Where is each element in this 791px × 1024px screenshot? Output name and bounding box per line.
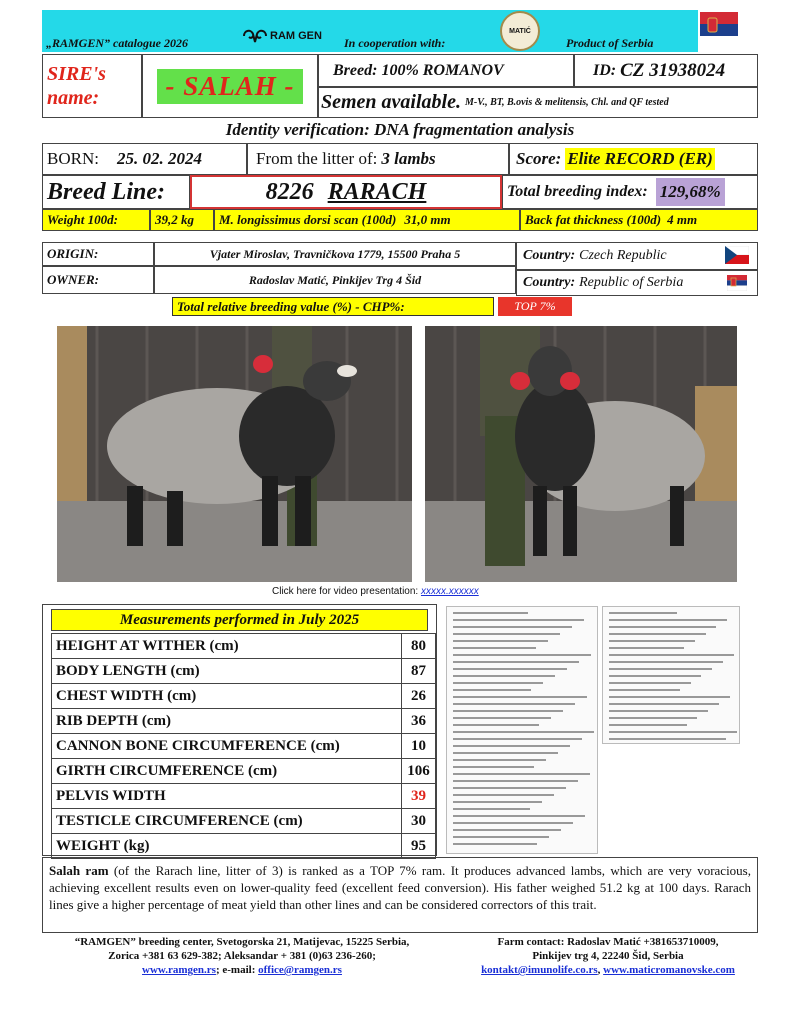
pedigree-document-2[interactable] — [602, 606, 740, 744]
document-text-line — [609, 626, 716, 628]
document-text-line — [609, 731, 737, 733]
semen-cell: Semen available. M-V., BT, B.ovis & melitensis, Chl. and QF tested — [318, 87, 758, 118]
farm-address: Pinkijev trg 4, 22240 Šid, Serbia — [532, 950, 684, 962]
description-lead: Salah ram — [49, 863, 109, 878]
video-line — [272, 586, 572, 597]
measurements-title: Measurements performed in July 2025 — [51, 609, 428, 631]
document-text-line — [609, 675, 701, 677]
document-text-line — [453, 682, 543, 684]
description-box — [42, 857, 758, 933]
measurement-label: BODY LENGTH (cm) — [52, 659, 402, 684]
ram-side-illustration — [57, 326, 412, 582]
measurement-value: 36 — [402, 709, 436, 734]
document-text-line — [453, 752, 558, 754]
document-text-line — [453, 766, 534, 768]
measurement-row — [52, 734, 436, 759]
breed-cell: Breed: 100% ROMANOV — [318, 54, 574, 87]
weight100-value-cell: 39,2 kg — [150, 209, 214, 231]
measurement-value: 39 — [402, 784, 436, 809]
origin-value-cell: Vjater Miroslav, Travničkova 1779, 15500 Praha 5 — [154, 242, 516, 266]
catalogue-title: „RAMGEN” catalogue 2026 — [46, 36, 189, 50]
tbi-cell: Total breeding index: 129,68% — [502, 175, 758, 209]
document-text-line — [609, 647, 684, 649]
measurement-label: PELVIS WIDTH — [52, 784, 402, 809]
mld-cell: M. longissimus dorsi scan (100d) 31,0 mm — [214, 209, 520, 231]
video-link[interactable]: xxxxx.xxxxxx — [420, 586, 479, 597]
document-text-line — [453, 654, 591, 656]
description-text: (of the Rarach line, litter of 3) is ranked as a TOP 7% ram. It produces advanced lambs, which are very voracious, achieving excellent results even on lower-quality feed (excellent feed conversion). His father weighed 51.2 kg at 100 days. Rarach lines give a higher percentage of meat yield than other lines and can be considered correctors of this trait. — [49, 863, 751, 912]
origin-country-cell: Country: Czech Republic — [516, 242, 758, 270]
document-text-line — [609, 661, 723, 663]
document-text-line — [453, 738, 582, 740]
header-bar — [42, 10, 698, 52]
owner-label-cell: OWNER: — [42, 266, 154, 294]
document-text-line — [453, 787, 566, 789]
litter-cell: From the litter of: 3 lambs — [247, 143, 509, 175]
document-text-line — [609, 717, 697, 719]
measurement-value: 26 — [402, 684, 436, 709]
serbia-flag-icon — [700, 12, 738, 48]
document-text-line — [453, 626, 572, 628]
document-text-line — [453, 815, 585, 817]
footer-phones: Zorica +381 63 629-382; Aleksandar + 381 (0)63 236-260; — [108, 950, 376, 962]
owner-country-cell: Country: Republic of Serbia — [516, 270, 758, 296]
ram-photo-front — [425, 326, 737, 582]
measurement-label: CHEST WIDTH (cm) — [52, 684, 402, 709]
document-text-line — [609, 640, 695, 642]
farm-website-link[interactable]: www.maticromanovske.com — [603, 964, 735, 976]
breedline-value-cell: 8226 RARACH — [190, 175, 502, 209]
video-label: Click here for video presentation: — [272, 586, 419, 597]
chp-label-cell: Total relative breeding value (%) - CHP%: — [172, 297, 494, 316]
document-text-line — [453, 745, 570, 747]
measurement-value: 30 — [402, 809, 436, 834]
ram-front-illustration — [425, 326, 737, 582]
measurement-row — [52, 709, 436, 734]
measurement-row — [52, 784, 436, 809]
measurement-value: 95 — [402, 834, 436, 859]
measurement-label: RIB DEPTH (cm) — [52, 709, 402, 734]
measurement-row — [52, 809, 436, 834]
measurement-label: CANNON BONE CIRCUMFERENCE (cm) — [52, 734, 402, 759]
document-text-line — [453, 822, 573, 824]
document-text-line — [453, 689, 531, 691]
document-text-line — [453, 661, 579, 663]
czech-flag-icon — [725, 246, 749, 264]
document-text-line — [453, 724, 539, 726]
measurements-panel — [42, 604, 437, 856]
document-text-line — [609, 738, 726, 740]
document-text-line — [453, 843, 537, 845]
measurement-row — [52, 684, 436, 709]
farm-contact: Farm contact: Radoslav Matić +381653710009, — [497, 936, 719, 948]
document-text-line — [453, 801, 542, 803]
breedline-label-cell: Breed Line: — [42, 175, 190, 209]
measurement-row — [52, 834, 436, 859]
document-text-line — [453, 647, 536, 649]
ramgen-website-link[interactable]: www.ramgen.rs — [142, 964, 216, 976]
document-text-line — [453, 829, 561, 831]
backfat-cell: Back fat thickness (100d) 4 mm — [520, 209, 758, 231]
matic-logo: MATIĆ — [500, 11, 540, 51]
ramgen-logo: RAM GEN — [242, 28, 322, 44]
document-text-line — [609, 633, 706, 635]
document-text-line — [609, 668, 712, 670]
document-text-line — [453, 836, 549, 838]
document-text-line — [453, 619, 584, 621]
measurement-label: HEIGHT AT WITHER (cm) — [52, 634, 402, 659]
cooperation-label: In cooperation with: — [344, 36, 446, 50]
measurement-value: 106 — [402, 759, 436, 784]
document-text-line — [609, 724, 687, 726]
document-text-line — [453, 731, 594, 733]
document-text-line — [453, 612, 528, 614]
measurement-row — [52, 634, 436, 659]
ram-photo-side — [57, 326, 412, 582]
ram-head-icon — [242, 28, 268, 44]
document-text-line — [609, 710, 708, 712]
document-text-line — [609, 689, 680, 691]
document-text-line — [453, 640, 548, 642]
document-text-line — [453, 717, 551, 719]
measurement-label: TESTICLE CIRCUMFERENCE (cm) — [52, 809, 402, 834]
sire-name-cell — [142, 54, 318, 118]
measurement-value: 80 — [402, 634, 436, 659]
identity-line: Identity verification: DNA fragmentation analysis — [225, 120, 575, 139]
measurement-label: GIRTH CIRCUMFERENCE (cm) — [52, 759, 402, 784]
measurement-value: 10 — [402, 734, 436, 759]
score-cell: Score: Elite RECORD (ER) — [509, 143, 758, 175]
document-text-line — [609, 703, 719, 705]
document-text-line — [609, 682, 691, 684]
document-text-line — [453, 759, 546, 761]
born-cell: BORN: 25. 02. 2024 — [42, 143, 247, 175]
document-text-line — [453, 710, 563, 712]
document-text-line — [609, 654, 734, 656]
measurement-label: WEIGHT (kg) — [52, 834, 402, 859]
id-cell: ID: CZ 31938024 — [574, 54, 758, 87]
sire-label-cell: SIRE's name: — [42, 54, 142, 118]
farm-web-line: kontakt@imunolife.co.rs, www.maticromanovske.com — [481, 964, 735, 976]
document-text-line — [609, 619, 727, 621]
footer-address: “RAMGEN” breeding center, Svetogorska 21, Matijevac, 15225 Serbia, — [74, 936, 410, 948]
serbia-small-flag-icon — [727, 275, 747, 291]
footer-web-line: www.ramgen.rs; e-mail: office@ramgen.rs — [142, 964, 342, 976]
document-text-line — [453, 808, 530, 810]
origin-label-cell: ORIGIN: — [42, 242, 154, 266]
farm-email-link[interactable]: kontakt@imunolife.co.rs — [481, 964, 598, 976]
document-text-line — [453, 780, 578, 782]
weight100-label-cell: Weight 100d: — [42, 209, 150, 231]
document-text-line — [453, 668, 567, 670]
product-of-serbia: Product of Serbia — [566, 36, 654, 50]
document-text-line — [453, 794, 554, 796]
ramgen-email-link[interactable]: office@ramgen.rs — [258, 964, 342, 976]
document-text-line — [453, 633, 560, 635]
measurement-row — [52, 759, 436, 784]
measurement-value: 87 — [402, 659, 436, 684]
footer-right — [448, 935, 768, 977]
sire-name-badge: - SALAH - — [157, 69, 302, 104]
document-text-line — [609, 612, 677, 614]
measurement-row — [52, 659, 436, 684]
pedigree-document-1[interactable] — [446, 606, 598, 854]
chp-value-badge: TOP 7% — [498, 297, 572, 316]
footer-left — [42, 935, 442, 977]
owner-value-cell: Radoslav Matić, Pinkijev Trg 4 Šid — [154, 266, 516, 294]
document-text-line — [453, 696, 587, 698]
document-text-line — [609, 696, 730, 698]
document-text-line — [453, 675, 555, 677]
measurements-table — [51, 633, 436, 859]
document-text-line — [453, 773, 590, 775]
document-text-line — [453, 703, 575, 705]
